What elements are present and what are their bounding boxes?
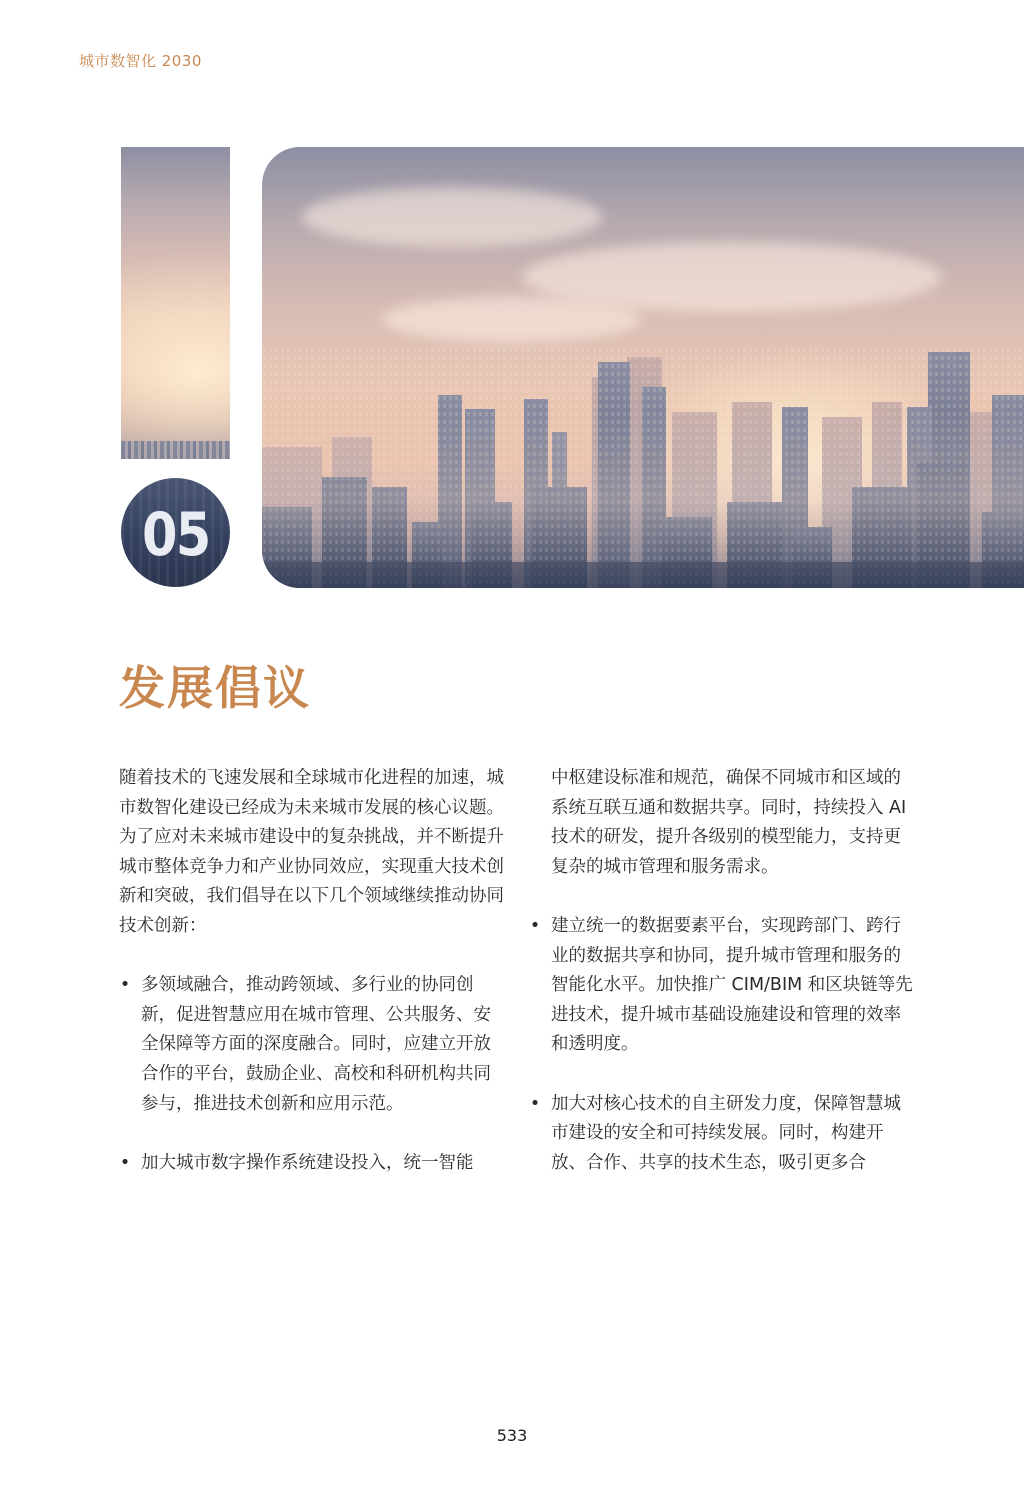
bullet-marker: • bbox=[529, 915, 541, 936]
hero-image-strip bbox=[121, 147, 230, 459]
chapter-number-badge bbox=[121, 478, 230, 587]
bullet-item bbox=[119, 971, 504, 1119]
bullet-item bbox=[529, 912, 914, 1060]
page-number: 533 bbox=[496, 1426, 528, 1445]
bullet-text: 建立统一的数据要素平台，实现跨部门、跨行业的数据共享和协同，提升城市管理和服务的智能化水平。加快推广 CIM/BIM 和区块链等先进技术，提升城市基础设施建设和管理的效率和透明度。 bbox=[551, 915, 913, 1055]
bullet-text: 加大对核心技术的自主研发力度，保障智慧城市建设的安全和可持续发展。同时，构建开放、合作、共享的技术生态，吸引更多合 bbox=[551, 1093, 901, 1173]
running-header: 城市数智化 2030 bbox=[79, 52, 202, 70]
bullet-item bbox=[119, 1149, 504, 1179]
chapter-number: 05 bbox=[141, 499, 210, 570]
bullet-marker: • bbox=[119, 1152, 131, 1173]
text-column-right bbox=[529, 764, 914, 1178]
text-column-left bbox=[119, 764, 504, 1178]
strip-skyline bbox=[121, 441, 230, 459]
bullet-item bbox=[529, 1090, 914, 1179]
bullet-marker: • bbox=[529, 1093, 541, 1114]
intro-paragraph: 随着技术的飞速发展和全球城市化进程的加速，城市数智化建设已经成为未来城市发展的核心议题。为了应对未来城市建设中的复杂挑战，并不断提升城市整体竞争力和产业协同效应，实现重大技术创新和突破，我们倡导在以下几个领域继续推动协同技术创新： bbox=[119, 768, 504, 936]
bullet-text: 加大城市数字操作系统建设投入，统一智能 bbox=[141, 1152, 474, 1173]
bullet-marker: • bbox=[119, 975, 131, 996]
hero-city-image bbox=[262, 147, 1024, 588]
bullet-text: 多领域融合，推动跨领域、多行业的协同创新，促进智慧应用在城市管理、公共服务、安全保障等方面的深度融合。同时，应建立开放合作的平台，鼓励企业、高校和科研机构共同参与，推进技术创新和应用示范。 bbox=[141, 975, 491, 1114]
bullet-continuation: 中枢建设标准和规范，确保不同城市和区域的系统互联互通和数据共享。同时，持续投入 AI 技术的研发，提升各级别的模型能力，支持更复杂的城市管理和服务需求。 bbox=[551, 768, 907, 877]
section-title: 发展倡议 bbox=[119, 661, 311, 715]
